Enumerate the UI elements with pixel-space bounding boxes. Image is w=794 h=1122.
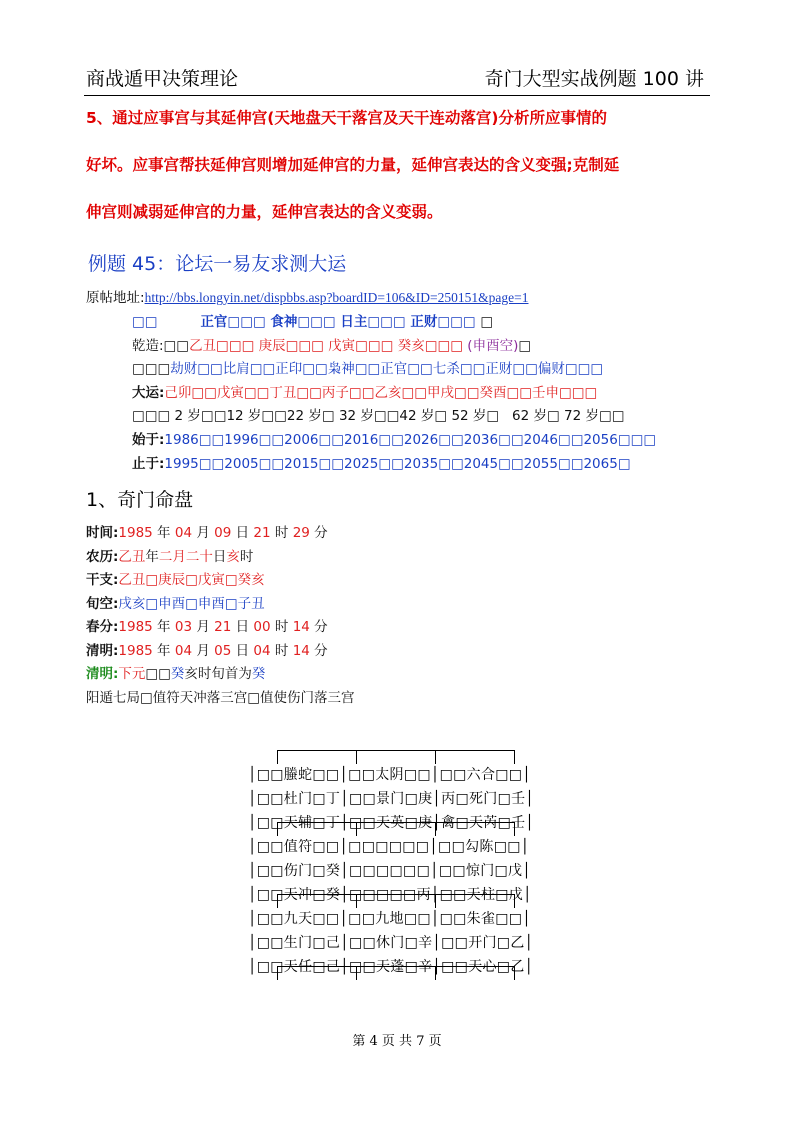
info-line-segment: 时 [270,619,293,635]
chart-line-segment: 正官□□□ 食神□□□ 日主□□□ 正财□□□ [200,314,481,330]
grid-row: │□□天任□己│□□天蓬□辛│□□天心□乙│ [248,959,534,975]
info-line-segment: 21 [214,619,232,635]
chart-line [132,431,656,449]
chart-line-segment: □□□ [132,361,171,378]
info-line-segment: 05 [214,642,232,659]
info-line-segment: 乙丑 [118,548,146,565]
info-line-segment: 年 [145,548,159,565]
chart-line [132,360,603,378]
chart-line-segment: 止于: [132,455,165,472]
info-line [86,689,355,707]
info-line-segment: 分 [309,619,328,635]
chart-line-segment: 始于: [132,432,165,448]
grid-row: │□□天辅□丁│□□天英□庚│禽□天芮□壬│ [248,815,535,831]
info-line-segment: 分 [309,642,328,659]
chart-line [132,455,631,473]
info-line-segment: 时间: [86,525,119,541]
header-right-title: 奇门大型实战例题 100 讲 [484,68,704,90]
info-line-segment: 日 [231,642,254,659]
chart-line-segment: □ [518,337,532,354]
info-line-segment: 春分: [86,619,119,635]
info-line-segment: 月 [192,642,215,659]
info-line-segment: 亥时旬首为 [184,666,252,682]
info-line [86,548,253,566]
info-line-segment: 下元 [118,666,146,682]
info-line-segment: 二月二十 [158,548,213,565]
grid-separator [277,750,515,765]
info-line [86,665,265,683]
info-line-segment: 04 [174,642,193,659]
info-line-segment: 09 [214,525,232,541]
info-line-segment: 月 [192,525,215,541]
grid-row: │□□杜门□丁│□□景门□庚│丙□死门□壬│ [248,791,535,807]
info-line-segment: 乙丑□庚辰□戊寅□癸亥 [118,572,265,588]
page-footer: 第 4 页 共 7 页 [352,1034,442,1049]
info-line-segment: □□ [145,666,171,682]
info-line-segment: 04 [253,642,271,659]
chart-line [132,313,493,331]
info-line-segment: 1985 [118,642,153,659]
intro-line: 伸宫则减弱延伸宫的力量，延伸宫表达的含义变弱。 [86,203,443,221]
chart-line-segment: 乙丑□□□ 庚辰□□□ 戊寅□□□ 癸亥□□□ [189,337,468,354]
info-line-segment: 年 [152,642,175,659]
info-line-segment: 00 [253,619,271,635]
grid-row: │□□天冲□癸│□□□□□丙│□□天柱□戊│ [248,887,532,903]
section-heading: 1、奇门命盘 [86,489,194,511]
grid-row: │□□值符□□│□□□□□□│□□勾陈□□│ [248,839,530,855]
info-line-segment: 日 [231,619,254,635]
chart-line-segment: 己卯□□戊寅□□丁丑□□丙子□□乙亥□□甲戌□□癸酉□□壬申□□□ [164,384,598,401]
chart-line-segment: 大运: [132,384,165,401]
source-link[interactable]: http://bbs.longyin.net/dispbbs.asp?boardID=106&ID=250151&page=1 [144,290,529,305]
source-label: 原帖地址: [86,290,145,306]
info-line-segment: 年 [152,619,175,635]
info-line-segment: 14 [292,619,310,635]
info-line-segment: 日 [231,525,254,541]
grid-row: │□□九天□□│□□九地□□│□□朱雀□□│ [248,911,532,927]
info-line-segment: 03 [174,619,193,635]
info-line-segment: 清明: [86,666,119,682]
info-line-segment: 29 [292,525,310,541]
info-line [86,524,328,542]
chart-line-segment: (申酉空) [467,337,519,354]
intro-line: 5、通过应事宫与其延伸宫(天地盘天干落宫及天干连动落宫)分析所应事情的 [86,109,607,127]
example-title: 例题 45：论坛一易友求测大运 [88,253,347,275]
chart-line-segment: 1986□□1996□□2006□□2016□□2026□□2036□□2046□□2056□□□ [164,432,657,448]
info-line-segment: 干支: [86,572,119,588]
info-line [86,642,328,660]
info-line-segment: 时 [270,525,293,541]
info-line-segment: 月 [192,619,215,635]
info-line [86,595,265,613]
chart-line [132,384,597,402]
info-line [86,618,328,636]
info-line-segment: 农历: [86,548,119,565]
info-line-segment: 癸 [251,666,266,682]
chart-line [132,337,531,355]
info-line [86,571,265,589]
info-line-segment: 清明: [86,642,119,659]
info-line-segment: 1985 [118,525,153,541]
info-line-segment: 阳遁七局□值符天冲落三宫□值使伤门落三宫 [86,689,355,706]
info-line-segment: 时 [239,548,254,565]
grid-row: │□□生门□己│□□休门□辛│□□开门□乙│ [248,935,534,951]
info-line-segment: 04 [174,525,193,541]
chart-line [132,407,625,425]
chart-line-segment: □□□ 2 岁□□12 岁□□22 岁□ 32 岁□□42 岁□ 52 岁□ 62 岁□ 72 岁□□ [132,408,625,425]
grid-row: │□□螣蛇□□│□□太阴□□│□□六合□□│ [248,767,532,783]
source-line [86,289,529,307]
info-line-segment: 亥 [226,548,240,565]
chart-line-segment: 劫财□□比肩□□正印□□枭神□□正官□□七杀□□正财□□偏财□□□ [170,361,604,378]
info-line-segment: 分 [309,525,328,541]
header-rule [84,95,710,96]
chart-line-segment: □ [480,314,494,330]
info-line-segment: 旬空: [86,595,119,612]
grid-row: │□□伤门□癸│□□□□□□│□□惊门□戊│ [248,863,532,879]
info-line-segment: 1985 [118,619,153,635]
chart-line-segment: 1995□□2005□□2015□□2025□□2035□□2045□□2055□□2065□ [164,455,631,472]
info-line-segment: 14 [292,642,310,659]
info-line-segment: 21 [253,525,271,541]
info-line-segment: 时 [270,642,293,659]
info-line-segment: 日 [212,548,227,565]
chart-line-segment: 乾造:□□ [132,337,190,354]
intro-line: 好坏。应事宫帮扶延伸宫则增加延伸宫的力量，延伸宫表达的含义变强;克制延 [86,156,620,174]
info-line-segment: 癸 [170,666,185,682]
chart-line-segment: □□ [132,314,201,330]
info-line-segment: 年 [152,525,175,541]
header-left-title: 商战遁甲决策理论 [86,68,239,90]
info-line-segment: 戌亥□申酉□申酉□子丑 [118,595,265,612]
